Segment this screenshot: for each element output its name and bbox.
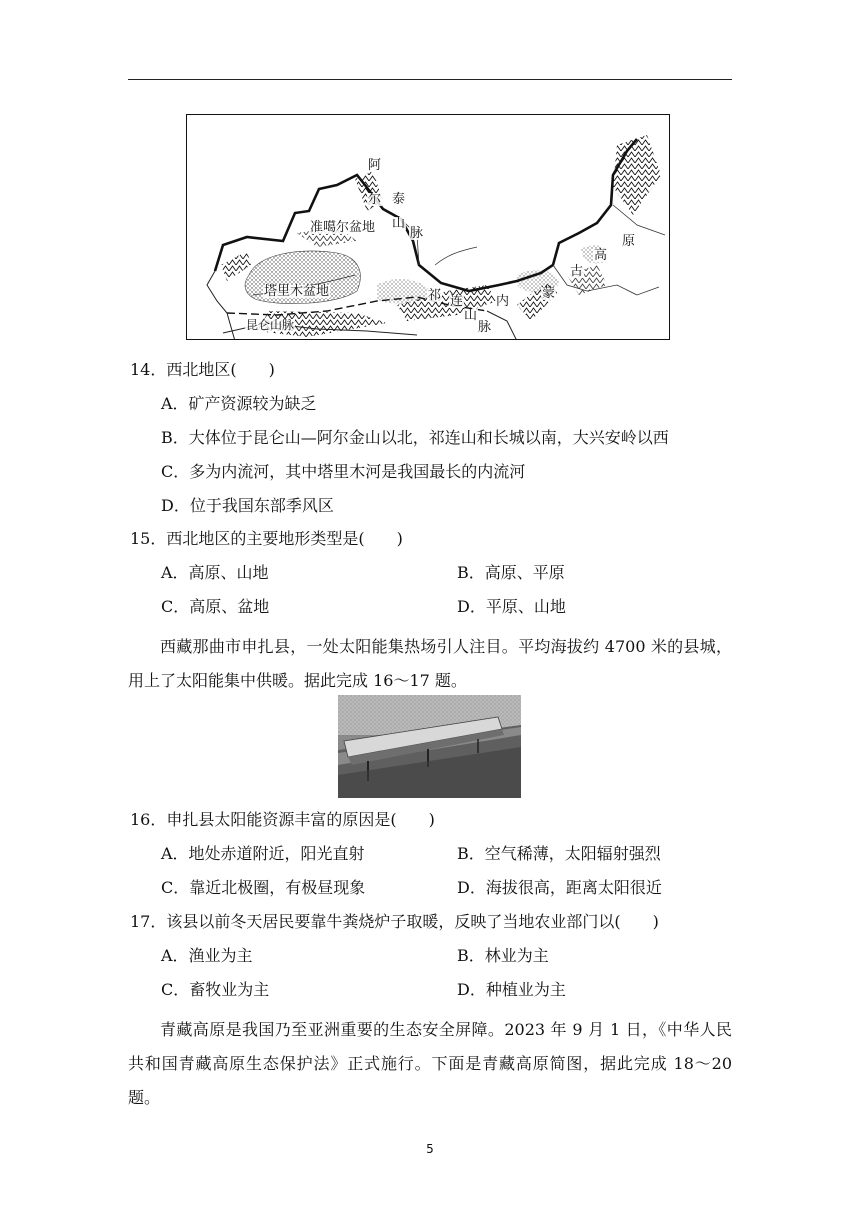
label-a: 阿 <box>368 158 382 173</box>
q17-option-d: D．种植业为主 <box>457 980 566 999</box>
label-yuan: 原 <box>622 234 636 249</box>
question-16-stem: 16．申扎县太阳能资源丰富的原因是( ) <box>130 810 435 829</box>
label-qi: 祁 <box>428 288 442 303</box>
label-meng: 蒙 <box>542 286 556 301</box>
q16-option-c: C．靠近北极圈，有极昼现象 <box>161 878 366 897</box>
label-junggar-basin: 准噶尔盆地 <box>310 220 376 235</box>
passage-shenzha: 西藏那曲市申扎县，一处太阳能集热场引人注目。平均海拔约 4700 米的县城，用上了太阳能集中供暖。据此完成 16～17 题。 <box>128 637 732 690</box>
q15-option-a: A．高原、山地 <box>161 563 269 582</box>
q17-option-a: A．渔业为主 <box>161 946 253 965</box>
question-17-stem: 17．该县以前冬天居民要靠牛粪烧炉子取暖，反映了当地农业部门以( ) <box>130 912 659 931</box>
q16-option-b: B．空气稀薄，太阳辐射强烈 <box>457 844 661 863</box>
label-shan: 山 <box>392 216 406 231</box>
q14-option-c: C．多为内流河，其中塔里木河是我国最长的内流河 <box>161 462 526 481</box>
q17-option-c: C．畜牧业为主 <box>161 980 270 999</box>
q14-option-b: B．大体位于昆仑山—阿尔金山以北，祁连山和长城以南，大兴安岭以西 <box>161 428 669 447</box>
label-mai: 脉 <box>410 226 424 241</box>
label-gao: 高 <box>594 248 608 263</box>
label-nei: 内 <box>496 294 510 309</box>
page-number: 5 <box>426 1142 434 1156</box>
label-tarim-basin: 塔里木盆地 <box>264 284 330 299</box>
question-15-stem: 15．西北地区的主要地形类型是( ) <box>130 529 403 548</box>
q14-option-d: D．位于我国东部季风区 <box>161 496 334 515</box>
q17-option-b: B．林业为主 <box>457 946 549 965</box>
label-lian: 连 <box>450 294 464 309</box>
label-mai-2: 脉 <box>478 320 492 335</box>
label-er: 尔 <box>368 192 382 207</box>
label-shan-2: 山 <box>464 308 478 323</box>
q15-option-d: D．平原、山地 <box>457 597 566 616</box>
q16-option-d: D．海拔很高，距离太阳很近 <box>457 878 662 897</box>
solar-collector-photo <box>338 695 521 798</box>
passage-qinghai-tibet: 青藏高原是我国乃至亚洲重要的生态安全屏障。2023 年 9 月 1 日，《中华人民共和国青藏高原生态保护法》正式施行。下面是青藏高原简图，据此完成 18～20 题。 <box>128 1020 732 1107</box>
q15-option-b: B．高原、平原 <box>457 563 565 582</box>
header-rule <box>128 79 732 80</box>
label-gu: 古 <box>570 264 584 279</box>
map-drawing <box>187 115 670 340</box>
label-kunlun: 昆仑山脉 <box>246 318 295 332</box>
q14-option-a: A．矿产资源较为缺乏 <box>161 394 317 413</box>
q15-option-c: C．高原、盆地 <box>161 597 270 616</box>
question-14-stem: 14．西北地区( ) <box>130 360 275 379</box>
q16-option-a: A．地处赤道附近，阳光直射 <box>161 844 365 863</box>
northwest-china-map <box>186 114 670 340</box>
label-tai: 泰 <box>392 192 406 207</box>
